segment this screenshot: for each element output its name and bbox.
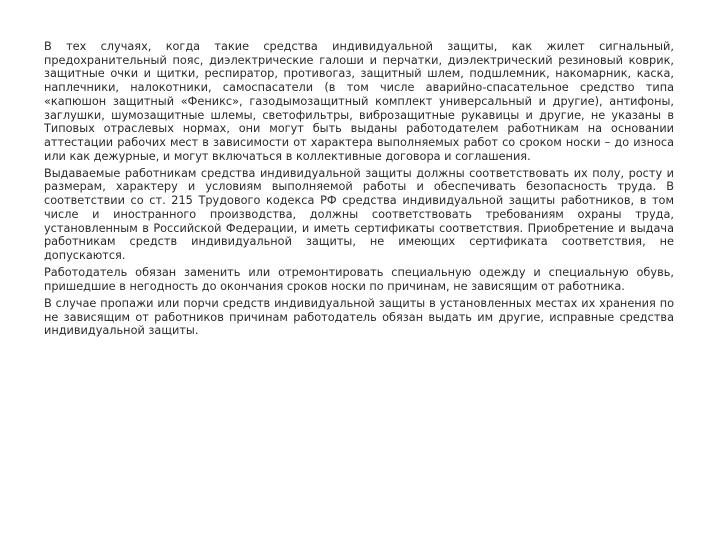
text-body xyxy=(44,40,674,341)
paragraph-ppe-requirements: Выдаваемые работникам средства индивидуальной защиты должны соответствовать их полу, росту и размерам, характеру и условиям выполняемой работы и обеспечивать безопасность труда. В соответствии со ст. 215 Трудового кодекса РФ средства индивидуальной защиты работников, в том числе и иностранного производства, должны соответствовать требованиям охраны труда, установленным в Российской Федерации, и иметь сертификаты соответствия. Приобретение и выдача работникам средств индивидуальной защиты, не имеющих сертификата соответствия, не допускаются. xyxy=(44,166,674,262)
paragraph-employer-replacement: Работодатель обязан заменить или отремонтировать специальную одежду и специальную обувь, пришедшие в негодность до окончания сроков носки по причинам, не зависящим от работника. xyxy=(44,266,674,293)
paragraph-special-cases: В тех случаях, когда такие средства индивидуальной защиты, как жилет сигнальный, предохранительный пояс, диэлектрические галоши и перчатки, диэлектрический резиновый коврик, защитные очки и щитки, респиратор, противогаз, защитный шлем, подшлемник, накомарник, каска, наплечники, налокотники, самоспасатели (в том числе аварийно-спасательное средство типа «капюшон защитный «Феникс», газодымозащитный комплект универсальный и другие), антифоны, заглушки, шумозащитные шлемы, светофильтры, виброзащитные рукавицы и другие, не указаны в Типовых отраслевых нормах, они могут быть выданы работодателем работникам на основании аттестации рабочих мест в зависимости от характера выполняемых работ со сроком носки – до износа или как дежурные, и могут включаться в коллективные договора и соглашения. xyxy=(44,40,674,163)
paragraph-loss-damage: В случае пропажи или порчи средств индивидуальной защиты в установленных местах их хранения по не зависящим от работников причинам работодатель обязан выдать им другие, исправные средства индивидуальной защиты. xyxy=(44,296,674,338)
